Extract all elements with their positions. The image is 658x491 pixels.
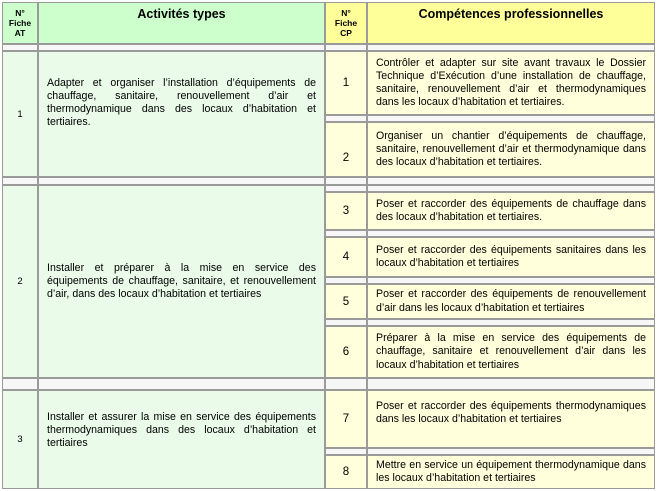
competence-number [325,284,367,319]
activity-number-text: 3 [17,434,23,445]
competence-text [367,192,655,230]
competence-text-content: Préparer à la mise en service des équipements de chauffage, sanitaire et renouvellement d’air dans les locaux d’habitation et tertiaires [376,332,646,371]
spacer-row [367,185,655,192]
competence-text [367,237,655,277]
competence-number [325,455,367,489]
header-competences [367,2,655,44]
competence-number [325,51,367,115]
header-fiche-at-line1: N° [15,8,25,18]
competence-number [325,326,367,378]
activity-text [38,185,325,378]
competence-text [367,326,655,378]
activity-text-content: Installer et préparer à la mise en service des équipements de chauffage, sanitaire, et renouvellement d’air, dans des locaux d’habitation et tertiaires [47,261,316,301]
activity-text-content: Adapter et organiser l’installation d’équipements de chauffage, sanitaire, renouvellement d’air et thermodynamique dans des locaux d’habitation et tertiaires. [47,76,316,129]
competence-number-text: 2 [342,151,350,164]
header-activites-title: Activités types [137,7,226,21]
spacer-row [38,177,325,185]
competence-text-content: Poser et raccorder des équipements de renouvellement d’air dans les locaux d’habitation et tertiaires [376,288,646,314]
spacer-row [367,319,655,326]
competence-number-text: 8 [342,466,350,478]
competence-text-content: Mettre en service un équipement thermodynamique dans les locaux d’habitation et tertiaires [376,458,646,484]
spacer-row [325,378,367,390]
competence-text [367,390,655,448]
competence-text-content: Poser et raccorder des équipements de chauffage dans des locaux d’habitation et tertiaires. [376,197,646,223]
activity-number-text: 2 [17,276,23,287]
spacer-row [325,44,367,51]
competence-text-content: Contrôler et adapter sur site avant travaux le Dossier Technique d’Exécution d’une installation de chauffage, sanitaire, renouvellement d’air et thermodynamiques dans les locaux d’habitation et tertiaires. [376,56,646,109]
header-activites-types [38,2,325,44]
competence-number-text: 3 [342,205,350,217]
spacer-row [367,448,655,455]
spacer-row [325,185,367,192]
spacer-row [367,44,655,51]
activity-number-text: 1 [17,108,23,120]
spacer-row [367,177,655,185]
activity-number [2,51,38,177]
spacer-row [367,115,655,122]
activity-text-content: Installer et assurer la mise en service des équipements thermodynamiques dans des locaux d’habitation et tertiaires [47,410,316,450]
competence-number-text: 5 [342,295,350,308]
competence-number-text: 4 [342,251,350,263]
activity-number [2,185,38,378]
spacer-row [367,378,655,390]
activity-text [38,390,325,489]
spacer-row [325,319,367,326]
competence-number [325,390,367,448]
spacer-row [325,448,367,455]
spacer-row [2,378,38,390]
spacer-row [38,378,325,390]
competence-number-text: 7 [342,413,350,425]
competence-text [367,284,655,319]
header-fiche-at [2,2,38,44]
competence-number-text: 1 [342,77,350,89]
activity-text [38,51,325,177]
activity-number [2,390,38,489]
competence-text-content: Poser et raccorder des équipements thermodynamiques dans les locaux d’habitation et tertiaires [376,399,646,425]
header-fiche-at-line3: AT [14,28,26,38]
spacer-row [325,230,367,237]
competence-text [367,455,655,489]
header-fiche-cp-line3: CP [340,28,352,38]
spacer-row [367,277,655,284]
competence-number [325,237,367,277]
competence-number [325,122,367,177]
competence-text-content: Poser et raccorder des équipements sanitaires dans les locaux d’habitation et tertiaires [376,243,646,269]
spacer-row [2,44,38,51]
spacer-row [38,44,325,51]
header-fiche-cp-line2: Fiche [334,18,358,28]
spacer-row [325,177,367,185]
spacer-row [325,277,367,284]
competence-text [367,51,655,115]
header-fiche-cp [325,2,367,44]
competence-number [325,192,367,230]
header-fiche-at-line2: Fiche [8,18,32,28]
spacer-row [325,115,367,122]
spacer-row [367,230,655,237]
competence-number-text: 6 [342,346,350,358]
competence-text-content: Organiser un chantier d’équipements de chauffage, sanitaire, renouvellement d’air et thermodynamique dans des locaux d’habitation et tertiaires. [376,129,646,169]
header-fiche-cp-line1: N° [341,8,351,18]
competence-text [367,122,655,177]
header-competences-title: Compétences professionnelles [418,7,604,21]
spacer-row [2,177,38,185]
